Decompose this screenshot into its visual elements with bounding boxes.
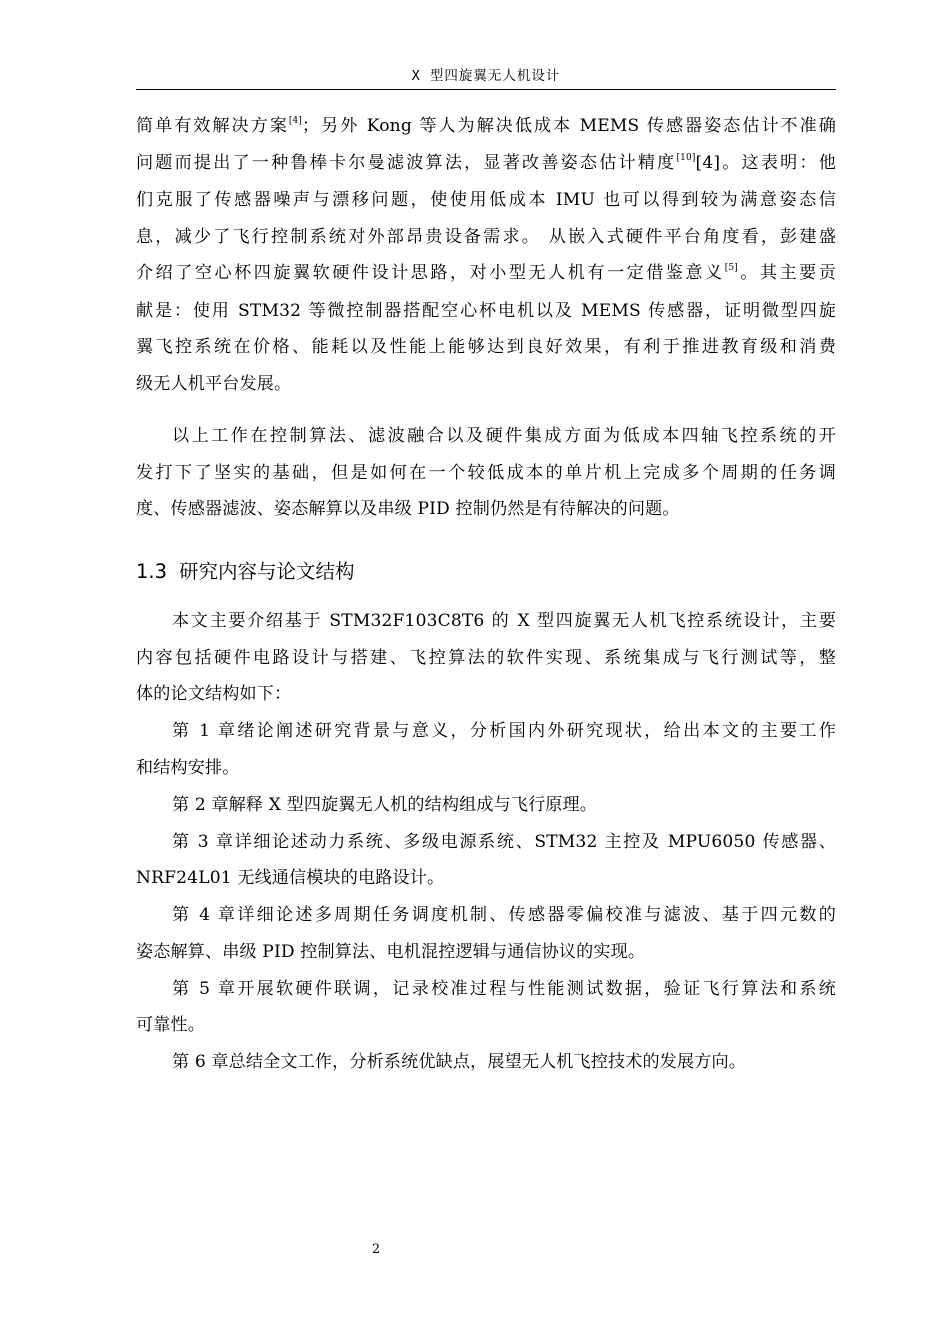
paragraph-line: 体的论文结构如下： — [136, 684, 292, 704]
chapter-item: NRF24L01 无线通信模块的电路设计。 — [136, 868, 445, 888]
paragraph-line: 以上工作在控制算法、滤波融合以及硬件集成方面为低成本四轴飞控系统的开 — [172, 426, 836, 446]
chapter-item: 第 5 章开展软硬件联调，记录校准过程与性能测试数据，验证飞行算法和系统 — [172, 979, 836, 999]
header-rule — [136, 89, 836, 90]
chapter-item: 第 1 章绪论阐述研究背景与意义，分析国内外研究现状，给出本文的主要工作 — [172, 721, 836, 741]
section-title: 研究内容与论文结构 — [179, 560, 355, 583]
paragraph-line: 内容包括硬件电路设计与搭建、飞控算法的软件实现、系统集成与飞行测试等，整 — [136, 648, 836, 668]
chapter-item: 可靠性。 — [136, 1015, 205, 1035]
paragraph-line: 简单有效解决方案[4]；另外 Kong 等人为解决低成本 MEMS 传感器姿态估计不准确 — [136, 116, 836, 136]
section-heading — [136, 556, 355, 588]
paragraph-line: 息，减少了飞行控制系统对外部昂贵设备需求。 从嵌入式硬件平台角度看，彭建盛 — [136, 227, 836, 247]
paragraph-line: 献是：使用 STM32 等微控制器搭配空心杯电机以及 MEMS 传感器，证明微型四旋 — [136, 301, 836, 321]
paragraph-line: 们克服了传感器噪声与漂移问题，使使用低成本 IMU 也可以得到较为满意姿态信 — [136, 190, 836, 210]
chapter-item: 第 3 章详细论述动力系统、多级电源系统、STM32 主控及 MPU6050 传感器、 — [172, 832, 836, 852]
chapter-item: 第 6 章总结全文工作，分析系统优缺点，展望无人机飞控技术的发展方向。 — [172, 1052, 746, 1072]
paragraph-line: 级无人机平台发展。 — [136, 374, 292, 394]
paragraph-line: 发打下了坚实的基础，但是如何在一个较低成本的单片机上完成多个周期的任务调 — [136, 463, 836, 483]
citation: [10] — [676, 153, 696, 163]
chapter-item: 和结构安排。 — [136, 758, 240, 778]
paragraph-line: 介绍了空心杯四旋翼软硬件设计思路，对小型无人机有一定借鉴意义[5]。其主要贡 — [136, 263, 837, 283]
citation: [4] — [288, 116, 303, 126]
paragraph-line: 度、传感器滤波、姿态解算以及串级 PID 控制仍然是有待解决的问题。 — [136, 499, 680, 519]
chapter-item: 姿态解算、串级 PID 控制算法、电机混控逻辑与通信协议的实现。 — [136, 942, 646, 962]
paragraph-line: 本文主要介绍基于 STM32F103C8T6 的 X 型四旋翼无人机飞控系统设计，主要 — [172, 611, 836, 631]
chapter-item: 第 2 章解释 X 型四旋翼无人机的结构组成与飞行原理。 — [172, 795, 598, 815]
citation: [5] — [724, 263, 738, 273]
page-number: 2 — [371, 1242, 381, 1257]
paragraph-line: 问题而提出了一种鲁棒卡尔曼滤波算法，显著改善姿态估计精度[10][4]。这表明：他 — [136, 153, 836, 173]
running-header: X 型四旋翼无人机设计 — [411, 68, 561, 84]
section-number: 1.3 — [136, 560, 168, 583]
paragraph-line: 翼飞控系统在价格、能耗以及性能上能够达到良好效果，有利于推进教育级和消费 — [136, 337, 836, 357]
chapter-item: 第 4 章详细论述多周期任务调度机制、传感器零偏校准与滤波、基于四元数的 — [172, 905, 836, 925]
